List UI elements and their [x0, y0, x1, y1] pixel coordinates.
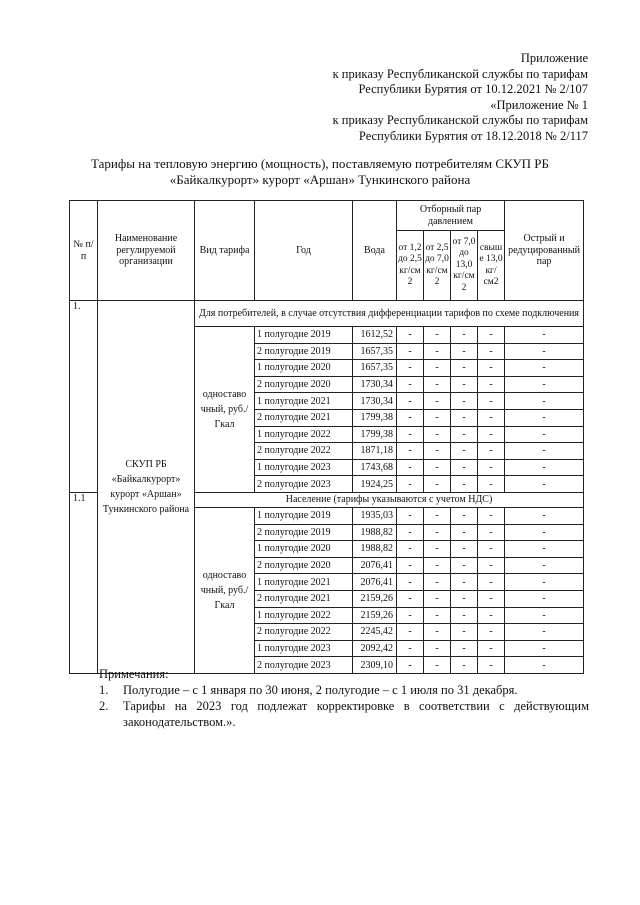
col-header-type: Вид тарифа [195, 201, 255, 301]
water-price-cell: 2076,41 [353, 557, 397, 574]
notes-heading: Примечания: [99, 667, 169, 681]
period-cell: 1 полугодие 2019 [255, 327, 353, 344]
steam-2-cell: - [424, 426, 451, 443]
steam-1-cell: - [397, 607, 424, 624]
notes-block [69, 666, 589, 730]
steam-3-cell: - [451, 393, 478, 410]
steam-2-cell: - [424, 657, 451, 674]
water-price-cell: 1657,35 [353, 343, 397, 360]
steam-4-cell: - [478, 590, 505, 607]
steam-2-cell: - [424, 376, 451, 393]
col-header-sharp-steam: Острый и редуцированный пар [505, 201, 584, 301]
steam-3-cell: - [451, 459, 478, 476]
steam-2-cell: - [424, 574, 451, 591]
steam-4-cell: - [478, 640, 505, 657]
steam-2-cell: - [424, 459, 451, 476]
steam-4-cell: - [478, 443, 505, 460]
steam-1-cell: - [397, 640, 424, 657]
water-price-cell: 1799,38 [353, 426, 397, 443]
sharp-steam-cell: - [505, 590, 584, 607]
sharp-steam-cell: - [505, 657, 584, 674]
period-cell: 1 полугодие 2021 [255, 574, 353, 591]
steam-1-cell: - [397, 541, 424, 558]
steam-3-cell: - [451, 524, 478, 541]
water-price-cell: 2159,26 [353, 607, 397, 624]
sharp-steam-cell: - [505, 360, 584, 377]
sharp-steam-cell: - [505, 507, 584, 524]
header-line: «Приложение № 1 [490, 97, 588, 112]
steam-4-cell: - [478, 459, 505, 476]
steam-4-cell: - [478, 507, 505, 524]
note-number: 1. [99, 683, 109, 697]
water-price-cell: 1935,03 [353, 507, 397, 524]
steam-3-cell: - [451, 557, 478, 574]
document-header [333, 51, 588, 145]
water-price-cell: 1871,18 [353, 443, 397, 460]
col-header-steam-2: от 2,5 до 7,0 кг/см 2 [424, 231, 451, 301]
steam-4-cell: - [478, 624, 505, 641]
steam-2-cell: - [424, 507, 451, 524]
period-cell: 2 полугодие 2019 [255, 524, 353, 541]
steam-1-cell: - [397, 376, 424, 393]
steam-2-cell: - [424, 409, 451, 426]
sharp-steam-cell: - [505, 409, 584, 426]
steam-1-cell: - [397, 507, 424, 524]
steam-1-cell: - [397, 360, 424, 377]
sharp-steam-cell: - [505, 376, 584, 393]
steam-2-cell: - [424, 443, 451, 460]
col-header-steam-3: от 7,0 до 13,0 кг/см 2 [451, 231, 478, 301]
steam-4-cell: - [478, 426, 505, 443]
header-line: Приложение [520, 51, 588, 65]
steam-2-cell: - [424, 327, 451, 344]
steam-2-cell: - [424, 360, 451, 377]
steam-2-cell: - [424, 541, 451, 558]
table-body [70, 301, 584, 674]
steam-1-cell: - [397, 443, 424, 460]
steam-4-cell: - [478, 557, 505, 574]
sharp-steam-cell: - [505, 426, 584, 443]
steam-1-cell: - [397, 524, 424, 541]
water-price-cell: 2245,42 [353, 624, 397, 641]
row-number-section-1: 1. [70, 301, 98, 493]
steam-2-cell: - [424, 624, 451, 641]
steam-4-cell: - [478, 376, 505, 393]
steam-3-cell: - [451, 640, 478, 657]
sharp-steam-cell: - [505, 574, 584, 591]
period-cell: 2 полугодие 2021 [255, 409, 353, 426]
period-cell: 1 полугодие 2022 [255, 426, 353, 443]
steam-1-cell: - [397, 590, 424, 607]
steam-2-cell: - [424, 343, 451, 360]
period-cell: 2 полугодие 2019 [255, 343, 353, 360]
period-cell: 1 полугодие 2020 [255, 541, 353, 558]
period-cell: 2 полугодие 2020 [255, 557, 353, 574]
steam-3-cell: - [451, 327, 478, 344]
steam-1-cell: - [397, 327, 424, 344]
sharp-steam-cell: - [505, 640, 584, 657]
tariff-table [69, 200, 584, 674]
water-price-cell: 1730,34 [353, 393, 397, 410]
water-price-cell: 1657,35 [353, 360, 397, 377]
water-price-cell: 2092,42 [353, 640, 397, 657]
col-header-year: Год [255, 201, 353, 301]
steam-3-cell: - [451, 476, 478, 493]
period-cell: 2 полугодие 2021 [255, 590, 353, 607]
water-price-cell: 1924,25 [353, 476, 397, 493]
note-text: Полугодие – с 1 января по 30 июня, 2 полугодие – с 1 июля по 31 декабря. [123, 683, 518, 697]
steam-1-cell: - [397, 624, 424, 641]
period-cell: 2 полугодие 2020 [255, 376, 353, 393]
note-item [69, 698, 589, 730]
sharp-steam-cell: - [505, 624, 584, 641]
steam-2-cell: - [424, 476, 451, 493]
period-cell: 1 полугодие 2021 [255, 393, 353, 410]
steam-1-cell: - [397, 557, 424, 574]
water-price-cell: 2309,10 [353, 657, 397, 674]
period-cell: 1 полугодие 2023 [255, 640, 353, 657]
steam-4-cell: - [478, 607, 505, 624]
water-price-cell: 1743,68 [353, 459, 397, 476]
tariff-type-section-1: одноставо чный, руб./Гкал [195, 327, 255, 493]
steam-3-cell: - [451, 624, 478, 641]
title-line-2: «Байкалкурорт» курорт «Аршан» Тункинского района [169, 172, 471, 187]
organization-name: СКУП РБ «Байкалкурорт» курорт «Аршан» Тункинского района [98, 301, 195, 674]
col-header-steam-group: Отборный пар давлением [397, 201, 505, 231]
period-cell: 2 полугодие 2022 [255, 624, 353, 641]
steam-2-cell: - [424, 557, 451, 574]
steam-4-cell: - [478, 657, 505, 674]
header-line: Республики Бурятия от 10.12.2021 № 2/107 [358, 82, 588, 97]
steam-3-cell: - [451, 409, 478, 426]
sharp-steam-cell: - [505, 607, 584, 624]
steam-2-cell: - [424, 393, 451, 410]
col-header-water: Вода [353, 201, 397, 301]
col-header-num: № п/п [70, 201, 98, 301]
steam-4-cell: - [478, 524, 505, 541]
water-price-cell: 1988,82 [353, 541, 397, 558]
steam-1-cell: - [397, 476, 424, 493]
steam-4-cell: - [478, 343, 505, 360]
steam-3-cell: - [451, 376, 478, 393]
col-header-steam-1: от 1,2 до 2,5 кг/см 2 [397, 231, 424, 301]
header-line: к приказу Республиканской службы по тарифам [332, 66, 588, 81]
steam-1-cell: - [397, 343, 424, 360]
tariff-type-section-2: одноставо чный, руб./Гкал [195, 507, 255, 673]
period-cell: 2 полугодие 2023 [255, 476, 353, 493]
col-header-steam-4: свыш е 13,0 кг/см2 [478, 231, 505, 301]
sharp-steam-cell: - [505, 443, 584, 460]
steam-2-cell: - [424, 640, 451, 657]
steam-2-cell: - [424, 524, 451, 541]
steam-2-cell: - [424, 607, 451, 624]
col-header-org: Наименование регулируемой организации [98, 201, 195, 301]
water-price-cell: 1612,52 [353, 327, 397, 344]
period-cell: 1 полугодие 2023 [255, 459, 353, 476]
sharp-steam-cell: - [505, 343, 584, 360]
steam-3-cell: - [451, 343, 478, 360]
section-caption-1: Для потребителей, в случае отсутствия дифференциации тарифов по схеме подключения [195, 301, 584, 327]
sharp-steam-cell: - [505, 459, 584, 476]
header-line: к приказу Республиканской службы по тарифам [332, 113, 588, 128]
sharp-steam-cell: - [505, 557, 584, 574]
document-title [60, 156, 580, 188]
sharp-steam-cell: - [505, 541, 584, 558]
steam-3-cell: - [451, 574, 478, 591]
note-number: 2. [99, 699, 109, 713]
period-cell: 1 полугодие 2019 [255, 507, 353, 524]
sharp-steam-cell: - [505, 476, 584, 493]
steam-4-cell: - [478, 541, 505, 558]
steam-3-cell: - [451, 507, 478, 524]
water-price-cell: 2076,41 [353, 574, 397, 591]
title-line-1: Тарифы на тепловую энергию (мощность), поставляемую потребителям СКУП РБ [91, 156, 549, 171]
header-line: Республики Бурятия от 18.12.2018 № 2/117 [358, 128, 588, 143]
water-price-cell: 1730,34 [353, 376, 397, 393]
steam-4-cell: - [478, 574, 505, 591]
period-cell: 1 полугодие 2022 [255, 607, 353, 624]
water-price-cell: 2159,26 [353, 590, 397, 607]
period-cell: 2 полугодие 2023 [255, 657, 353, 674]
steam-4-cell: - [478, 409, 505, 426]
steam-1-cell: - [397, 574, 424, 591]
steam-1-cell: - [397, 393, 424, 410]
steam-1-cell: - [397, 459, 424, 476]
steam-3-cell: - [451, 607, 478, 624]
section-caption-2: Население (тарифы указываются с учетом НДС) [195, 492, 584, 507]
steam-3-cell: - [451, 657, 478, 674]
note-item [69, 682, 589, 698]
sharp-steam-cell: - [505, 327, 584, 344]
steam-1-cell: - [397, 409, 424, 426]
sharp-steam-cell: - [505, 393, 584, 410]
steam-4-cell: - [478, 476, 505, 493]
steam-3-cell: - [451, 590, 478, 607]
steam-4-cell: - [478, 393, 505, 410]
row-number-section-2: 1.1 [70, 492, 98, 673]
note-text: Тарифы на 2023 год подлежат корректировке в соответствии с действующим законодательством.». [123, 699, 589, 729]
period-cell: 1 полугодие 2020 [255, 360, 353, 377]
steam-4-cell: - [478, 327, 505, 344]
period-cell: 2 полугодие 2022 [255, 443, 353, 460]
steam-3-cell: - [451, 541, 478, 558]
sharp-steam-cell: - [505, 524, 584, 541]
steam-3-cell: - [451, 426, 478, 443]
steam-3-cell: - [451, 443, 478, 460]
steam-2-cell: - [424, 590, 451, 607]
water-price-cell: 1799,38 [353, 409, 397, 426]
steam-1-cell: - [397, 657, 424, 674]
steam-3-cell: - [451, 360, 478, 377]
steam-1-cell: - [397, 426, 424, 443]
steam-4-cell: - [478, 360, 505, 377]
water-price-cell: 1988,82 [353, 524, 397, 541]
